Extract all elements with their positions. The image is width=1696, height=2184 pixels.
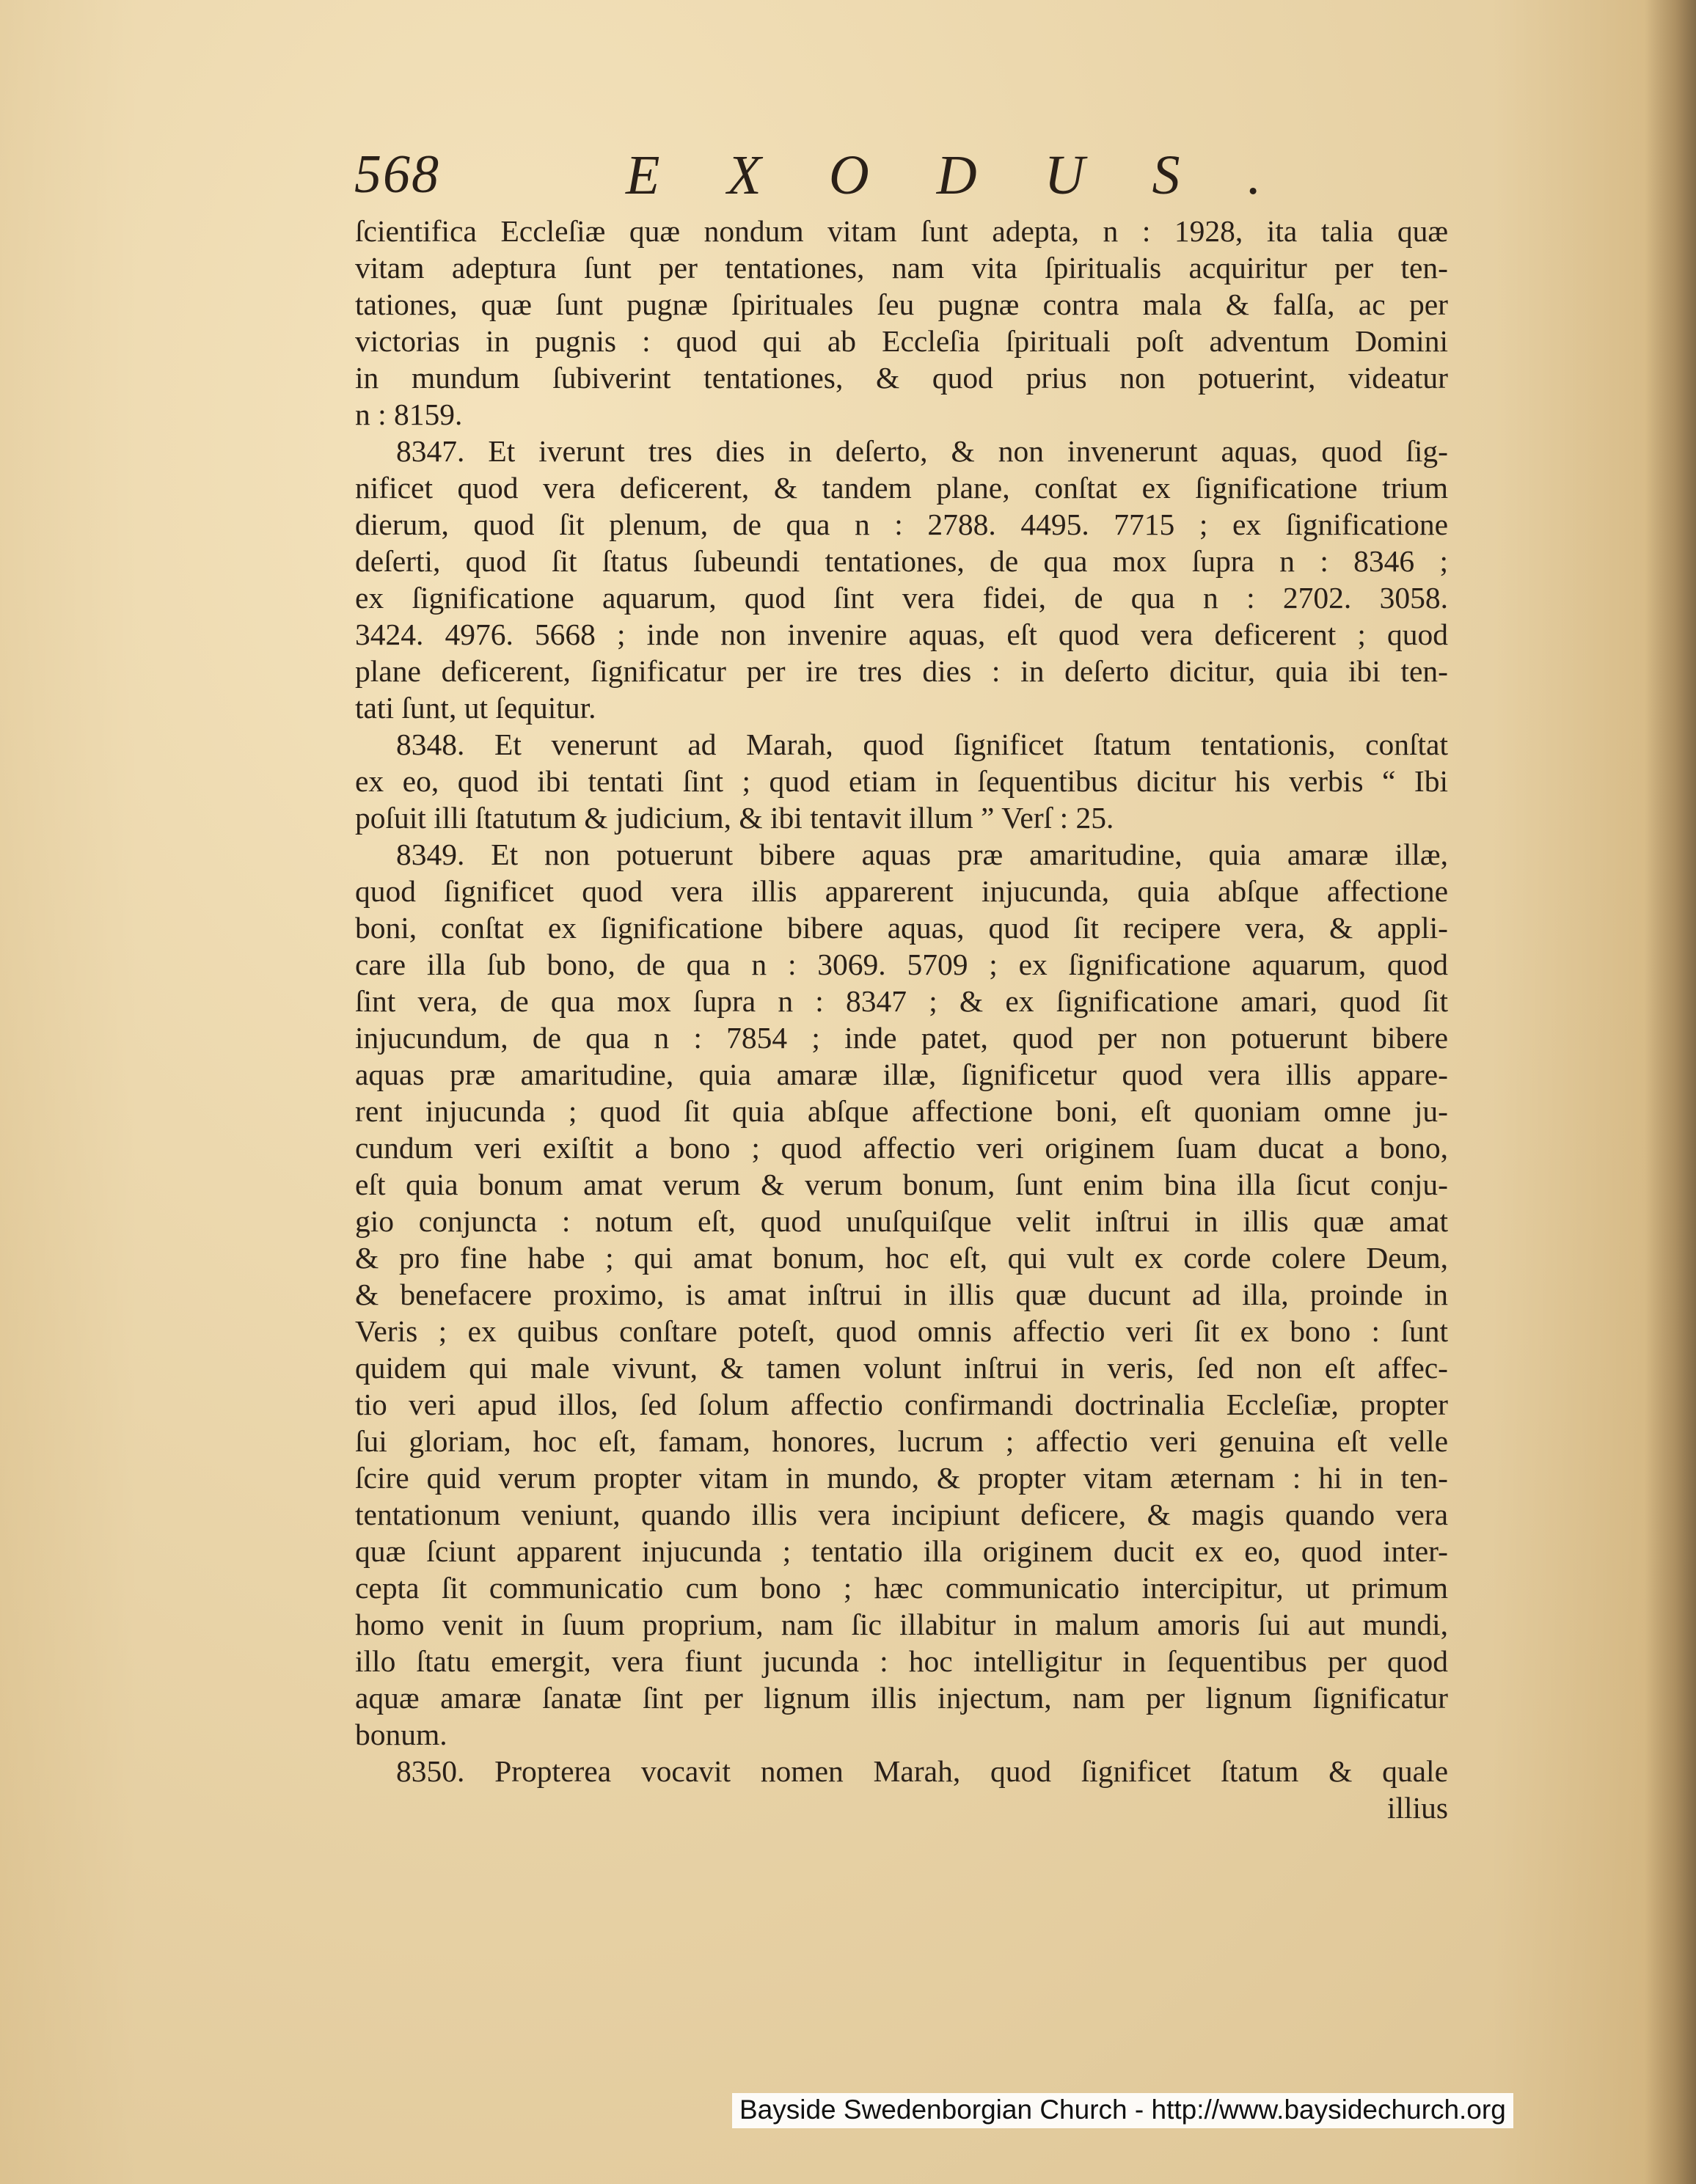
text-line: nificet quod vera deficerent, & tandem plane, conſtat ex ſignificatione trium <box>355 471 1448 505</box>
page-number: 568 <box>354 144 440 205</box>
page-header <box>354 144 1455 210</box>
text-line: Veris ; ex quibus conſtare poteſt, quod omnis affectio veri ſit ex bono : ſunt <box>355 1314 1448 1348</box>
text-line: quæ ſciunt apparent injucunda ; tentatio illa originem ducit ex eo, quod inter- <box>355 1534 1448 1568</box>
text-line: cepta ſit communicatio cum bono ; hæc communicatio intercipitur, ut primum <box>355 1571 1448 1605</box>
text-line: ex ſignificatione aquarum, quod ſint vera fidei, de qua n : 2702. 3058. <box>355 581 1448 615</box>
text-line: in mundum ſubiverint tentationes, & quod prius non potuerint, videatur <box>355 361 1448 395</box>
text-line: ſui gloriam, hoc eſt, famam, honores, lucrum ; affectio veri genuina eſt velle <box>355 1424 1448 1458</box>
paragraph-8348-start: 8348. Et venerunt ad Marah, quod ſignificet ſtatum tentationis, conſtat <box>396 728 1448 761</box>
text-line: plane deficerent, ſignificatur per ire tres dies : in deſerto dicitur, quia ibi ten- <box>355 654 1448 688</box>
watermark: Bayside Swedenborgian Church - http://www.baysidechurch.org <box>732 2093 1513 2128</box>
text-line: & benefacere proximo, is amat inſtrui in illis quæ ducunt ad illa, proinde in <box>355 1278 1448 1311</box>
text-line: eſt quia bonum amat verum & verum bonum, ſunt enim bina illa ſicut conju- <box>355 1168 1448 1201</box>
paragraph-8347-start: 8347. Et iverunt tres dies in deſerto, & non invenerunt aquas, quod ſig- <box>396 434 1448 468</box>
text-line: homo venit in ſuum proprium, nam ſic illabitur in malum amoris ſui aut mundi, <box>355 1608 1448 1641</box>
body-text <box>355 213 1448 1826</box>
text-line: aquas præ amaritudine, quia amaræ illæ, ſignificetur quod vera illis appare- <box>355 1058 1448 1091</box>
text-line: injucundum, de qua n : 7854 ; inde patet, quod per non potuerunt bibere <box>355 1021 1448 1055</box>
text-line: dierum, quod ſit plenum, de qua n : 2788. 4495. 7715 ; ex ſignificatione <box>355 507 1448 541</box>
text-line: boni, conſtat ex ſignificatione bibere aquas, quod ſit recipere vera, & appli- <box>355 911 1448 945</box>
text-line: tati ſunt, ut ſequitur. <box>355 691 596 725</box>
text-line: illo ſtatu emergit, vera fiunt jucunda : hoc intelligitur in ſequentibus per quod <box>355 1644 1448 1678</box>
text-line: 3424. 4976. 5668 ; inde non invenire aquas, eſt quod vera deficerent ; quod <box>355 618 1448 651</box>
text-line: care illa ſub bono, de qua n : 3069. 5709 ; ex ſignificatione aquarum, quod <box>355 948 1448 981</box>
running-title: EXODUS. <box>626 144 1329 206</box>
page-edge-shadow <box>1645 0 1696 2184</box>
text-line: cundum veri exiſtit a bono ; quod affectio veri originem ſuam ducat a bono, <box>355 1131 1448 1165</box>
text-line: vitam adeptura ſunt per tentationes, nam vita ſpiritualis acquiritur per ten- <box>355 251 1448 285</box>
text-line: aquæ amaræ ſanatæ ſint per lignum illis injectum, nam per lignum ſignificatur <box>355 1681 1448 1715</box>
text-line: gio conjuncta : notum eſt, quod unuſquiſque velit inſtrui in illis quæ amat <box>355 1204 1448 1238</box>
text-line: tationes, quæ ſunt pugnæ ſpirituales ſeu pugnæ contra mala & falſa, ac per <box>355 287 1448 321</box>
paragraph-8349-start: 8349. Et non potuerunt bibere aquas præ amaritudine, quia amaræ illæ, <box>396 838 1448 871</box>
text-line: & pro fine habe ; qui amat bonum, hoc eſt, qui vult ex corde colere Deum, <box>355 1241 1448 1275</box>
text-line: rent injucunda ; quod ſit quia abſque affectione boni, eſt quoniam omne ju- <box>355 1094 1448 1128</box>
text-line: bonum. <box>355 1718 447 1751</box>
text-line: ſint vera, de qua mox ſupra n : 8347 ; & ex ſignificatione amari, quod ſit <box>355 984 1448 1018</box>
text-line: deſerti, quod ſit ſtatus ſubeundi tentationes, de qua mox ſupra n : 8346 ; <box>355 544 1448 578</box>
catchword: illius <box>1386 1791 1448 1825</box>
text-line: ſcientifica Eccleſiæ quæ nondum vitam ſunt adepta, n : 1928, ita talia quæ <box>355 214 1448 248</box>
text-line: ſcire quid verum propter vitam in mundo, & propter vitam æternam : hi in ten- <box>355 1461 1448 1495</box>
text-line: tentationum veniunt, quando illis vera incipiunt deficere, & magis quando vera <box>355 1498 1448 1531</box>
text-line: ex eo, quod ibi tentati ſint ; quod etiam in ſequentibus dicitur his verbis “ Ibi <box>355 764 1448 798</box>
text-line: quod ſignificet quod vera illis apparerent injucunda, quia abſque affectione <box>355 874 1448 908</box>
text-line: victorias in pugnis : quod qui ab Eccleſia ſpirituali poſt adventum Domini <box>355 324 1448 358</box>
paragraph-8350-start: 8350. Propterea vocavit nomen Marah, quod ſignificet ſtatum & quale <box>396 1754 1448 1788</box>
text-line: quidem qui male vivunt, & tamen volunt inſtrui in veris, ſed non eſt affec- <box>355 1351 1448 1385</box>
text-line: tio veri apud illos, ſed ſolum affectio confirmandi doctrinalia Eccleſiæ, propter <box>355 1388 1448 1421</box>
text-line: poſuit illi ſtatutum & judicium, & ibi tentavit illum ” Verſ : 25. <box>355 801 1114 835</box>
text-line: n : 8159. <box>355 397 463 431</box>
